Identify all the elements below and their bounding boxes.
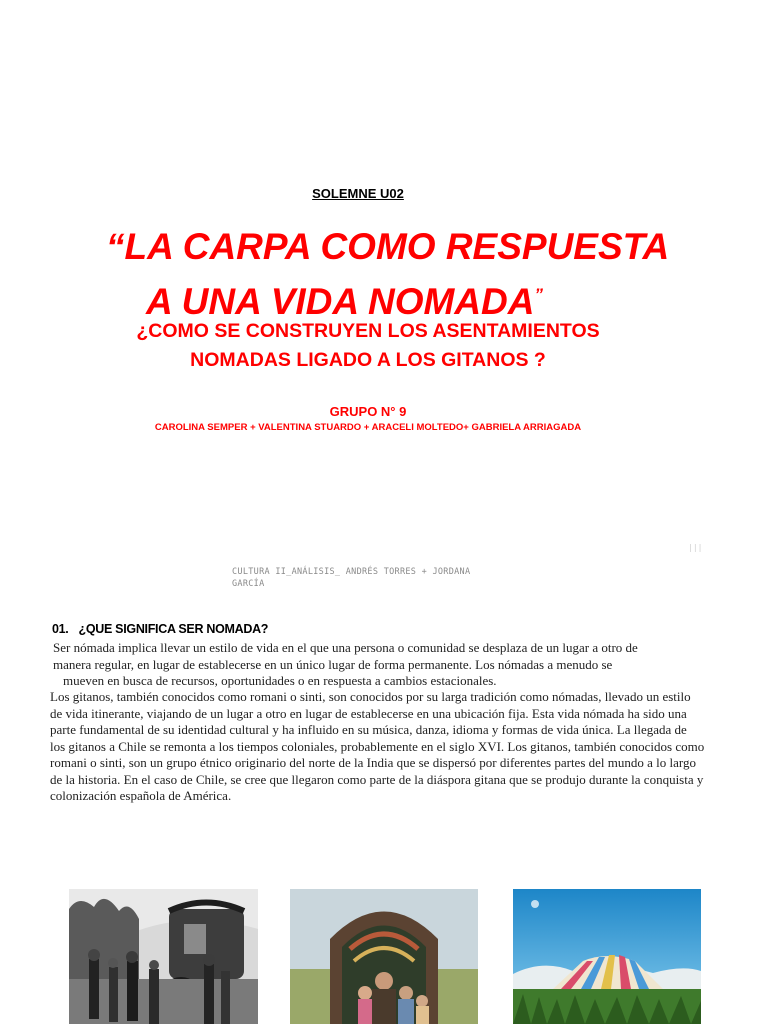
subtitle-line-1: ¿COMO SE CONSTRUYEN LOS ASENTAMIENTOS (136, 320, 600, 342)
subtitle-line-2: NOMADAS LIGADO A LOS GITANOS ? (190, 349, 546, 371)
paragraph-2: Los gitanos, también conocidos como romani o sinti, son conocidos por su larga tradición como nómadas, llevado un estilo de vida itinerante, viajando de un lugar a otro en lugar de establecerse en una ubicación fija. Esta vida nómada ha sido una parte fundamental de su identidad cultural y ha influido en su música, danza, idioma y formas de vida única. La llegada de los gitanos a Chile se remonta a los tiempos coloniales, probablemente en el siglo XVI. Los gitanos, también conocidos como romani o sinti, son un grupo étnico originario del norte de la India que se dispersó por diferentes partes del mundo a lo largo de la historia. En el caso de Chile, se cree que llegaron como parte de la diáspora gitana que se produjo durante la conquista y colonización española de América. (50, 689, 705, 803)
page-mark: ||| (688, 543, 703, 552)
section-title: ¿QUE SIGNIFICA SER NOMADA? (78, 622, 269, 636)
document-heading: SOLEMNE U02 (312, 186, 404, 201)
title-closing-quote: ” (534, 285, 543, 304)
section-number: 01. (52, 622, 69, 636)
section-heading (52, 622, 268, 636)
photo-striped-tent (513, 889, 701, 1024)
photo-gypsy-family-wagon (290, 889, 478, 1024)
paragraph-1-line-2: manera regular, en lugar de establecerse en un único lugar de forma permanente. Los nómadas a menudo se (53, 656, 613, 672)
title-line-2 (146, 274, 543, 323)
course-line: CULTURA II_ANÁLISIS_ ANDRÉS TORRES + JORDANA GARCÍA (232, 567, 471, 589)
title-line-2-text: A UNA VIDA NOMADA (146, 281, 535, 322)
paragraph-1 (53, 640, 678, 690)
title-line-1: “LA CARPA COMO RESPUESTA (106, 226, 670, 267)
group-label: GRUPO N° 9 (329, 404, 407, 419)
photo-gypsy-caravan-bw (69, 889, 258, 1024)
paragraph-1-line-1: Ser nómada implica llevar un estilo de vida en el que una persona o comunidad se desplaza de un lugar a otro de (53, 640, 638, 655)
paragraph-1-line-3: mueven en busca de recursos, oportunidades o en respuesta a cambios estacionales. (63, 673, 497, 688)
group-members: CAROLINA SEMPER + VALENTINA STUARDO + ARACELI MOLTEDO+ GABRIELA ARRIAGADA (154, 422, 582, 433)
